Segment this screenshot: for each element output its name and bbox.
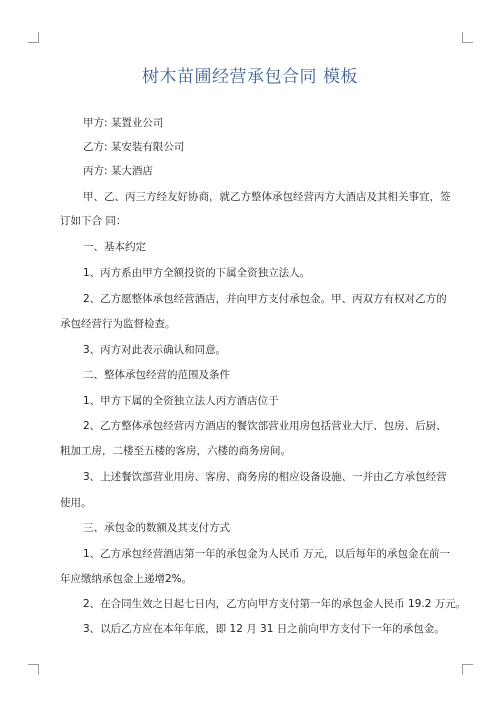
section-heading-basic-terms: 一、基本约定 — [83, 241, 146, 253]
clause-3-1-line-1: 1、乙方承包经营酒店第一年的承包金为人民币 万元，以后每年的承包金在前一 — [83, 548, 451, 560]
crop-mark-top-right — [462, 32, 473, 43]
clause-2-2-line-2: 粗加工房，二楼至五楼的客房，六楼的商务房间。 — [60, 445, 291, 457]
clause-1-3: 3、丙方对此表示确认和同意。 — [83, 344, 227, 356]
clause-2-3-line-2: 使用。 — [60, 497, 92, 509]
clause-2-1: 1、甲方下属的全资独立法人丙方酒店位于 — [83, 395, 279, 407]
party-a: 甲方: 某置业公司 — [83, 117, 164, 129]
clause-3-1-line-2: 年应缴纳承包金上递增2%。 — [60, 573, 193, 585]
clause-1-1: 1、丙方系由甲方全额投资的下属全资独立法人。 — [83, 267, 311, 279]
party-b: 乙方: 某安装有限公司 — [83, 141, 185, 153]
clause-2-2-line-1: 2、乙方整体承包经营丙方酒店的餐饮部营业用房包括营业大厅、包房、后厨、 — [83, 420, 447, 432]
crop-mark-bottom-left — [28, 664, 39, 675]
crop-mark-bottom-right — [462, 664, 473, 675]
clause-3-2: 2、在合同生效之日起七日内，乙方向甲方支付第一年的承包金人民币 19.2 万元。 — [83, 598, 467, 610]
section-heading-payment: 三、承包金的数额及其支付方式 — [83, 522, 230, 534]
clause-3-3: 3、以后乙方应在本年年底，即 12 月 31 日之前向甲方支付下一年的承包金。 — [83, 623, 445, 635]
clause-1-2-line-1: 2、乙方愿整体承包经营酒店，并向甲方支付承包金。甲、丙双方有权对乙方的 — [83, 293, 447, 305]
crop-mark-top-left — [28, 32, 39, 43]
party-c: 丙方: 某大酒店 — [83, 165, 153, 177]
document-title: 树木苗圃经营承包合同 模板 — [142, 67, 358, 87]
clause-1-2-line-2: 承包经营行为监督检查。 — [60, 318, 176, 330]
clause-2-3-line-1: 3、上述餐饮部营业用房、客房、商务房的相应设备设施、一并由乙方承包经营 — [83, 471, 447, 483]
intro-paragraph-line-2: 订如下合 同： — [60, 215, 127, 227]
section-heading-scope: 二、整体承包经营的范围及条件 — [83, 369, 230, 381]
intro-paragraph-line-1: 甲、乙、丙三方经友好协商，就乙方整体承包经营丙方大酒店及其相关事宜，签 — [83, 191, 451, 203]
